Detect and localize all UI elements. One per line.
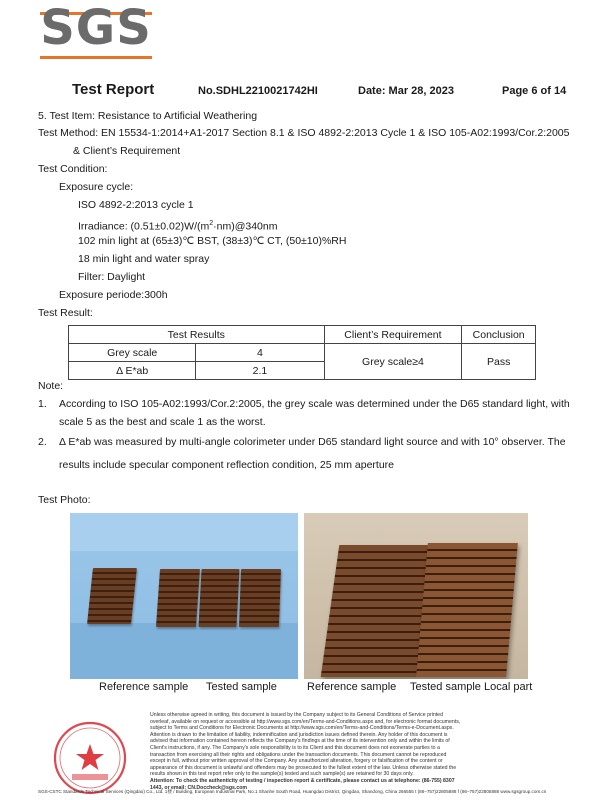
results-table — [68, 325, 536, 380]
photo-reference-and-tested — [70, 513, 298, 679]
report-number: No.SDHL2210021742HI — [198, 85, 318, 97]
company-seal-stamp — [52, 720, 128, 796]
irradiance-suffix: ·nm)@340nm — [213, 220, 278, 233]
table-row — [69, 344, 536, 362]
footer-line: Attention is drawn to the limitation of liability, indemnification and jurisdiction issues defined therein. Any holder of this document is — [150, 731, 448, 738]
photo-table-surface — [70, 623, 298, 679]
row1-label: Grey scale — [69, 344, 196, 362]
header-test-results: Test Results — [69, 326, 325, 344]
exposure-cycle-label: Exposure cycle: — [59, 181, 134, 193]
footer-line: Unless otherwise agreed in writing, this document is issued by the Company subject to its General Conditions of Service printed — [150, 712, 443, 718]
footer-line: appearance of this document is unlawful and offenders may be prosecuted to the fullest extent of the law. Unless otherwise stated the — [150, 764, 457, 771]
irradiance-prefix: Irradiance: (0.51±0.02)W/(m — [78, 220, 210, 233]
conclusion-value: Pass — [462, 344, 536, 380]
footer-line: advised that information contained hereon reflects the Company's findings at the time of its intervention only and within the limits of — [150, 738, 450, 745]
spray-text: 18 min light and water spray — [78, 253, 210, 265]
exposure-period: Exposure periode:300h — [59, 289, 168, 301]
caption-right-tested: Tested sample Local part — [410, 681, 533, 693]
footer-line: results shown in this test report refer only to the sample(s) tested and such sample(s) are retained for 30 days only. — [150, 771, 414, 778]
footer-address: SGS-CSTC Standards Technical Services (Qingdao) Co., Ltd. 1楼 / Building, European Industrial Park, No.1 Shanhe South Road, Huangdao District, Qingdao, Shandong, China 266555 t (86–757)22805888 f (86–757)22805888 www.sgsgroup.com.cn — [38, 789, 547, 794]
tested-board-3 — [239, 569, 281, 627]
irradiance-text — [78, 217, 277, 234]
caption-left-reference: Reference sample — [99, 681, 189, 693]
note2-line1: Δ E*ab was measured by multi-angle colorimeter under D65 standard light source and with 10° observer. The — [59, 436, 566, 448]
report-date: Date: Mar 28, 2023 — [358, 85, 454, 97]
note1-line2: scale 5 as the best and scale 1 as the worst. — [59, 416, 266, 428]
footer-line: transaction from exercising all their rights and obligations under the transaction documents. This document cannot be reproduced — [150, 751, 447, 758]
caption-right-reference: Reference sample — [307, 681, 397, 693]
footer-line: Client's instructions, if any. The Company's sole responsibility is to its Client and this document does not exonerate parties to a — [150, 745, 440, 751]
test-result-label: Test Result: — [38, 307, 93, 319]
filter-text: Filter: Daylight — [78, 271, 146, 283]
page-number: Page 6 of 14 — [502, 85, 567, 97]
logo-bar-bottom — [40, 56, 152, 59]
note-label: Note: — [38, 380, 64, 392]
note2-line2: results include specular component reflection condition, 25 mm aperture — [59, 459, 395, 471]
header-client-requirement: Client’s Requirement — [324, 326, 462, 344]
test-method-line2: & Client’s Requirement — [73, 145, 181, 157]
row2-label: Δ E*ab — [69, 362, 196, 380]
footer-line: Attention: To check the authenticity of testing / inspection report & certificate, please contact us at telephone: (86-755) 8307 — [150, 778, 455, 784]
reference-board — [87, 568, 137, 624]
requirement-value: Grey scale≥4 — [324, 344, 462, 380]
test-method-line1: Test Method: EN 15534-1:2014+A1-2017 Section 8.1 & ISO 4892-2:2013 Cycle 1 & ISO 105-A02:1993/Cor.2:2005 — [38, 127, 570, 139]
footer-line: overleaf, available on request or accessible at http://www.sgs.com/en/Terms-and-Conditions.aspx and, for electronic format documents, — [150, 718, 461, 725]
cycle-text: ISO 4892-2:2013 cycle 1 — [78, 199, 194, 211]
sgs-logo — [40, 0, 152, 66]
light-text: 102 min light at (65±3)℃ BST, (38±3)℃ CT, (50±10)%RH — [78, 235, 347, 247]
footer-line: except in full, without prior written approval of the Company. Any unauthorized alteration, forgery or falsification of the content or — [150, 758, 443, 765]
row2-value: 2.1 — [196, 362, 324, 380]
photo-local-part — [304, 513, 528, 679]
note1-number: 1. — [38, 398, 47, 410]
report-title: Test Report — [72, 81, 155, 98]
header-conclusion: Conclusion — [462, 326, 536, 344]
test-photo-label: Test Photo: — [38, 494, 91, 506]
note2-number: 2. — [38, 436, 47, 448]
irradiance-sup: 2 — [209, 220, 214, 227]
test-item: 5. Test Item: Resistance to Artificial Weathering — [38, 110, 258, 122]
footer-line: subject to Terms and Conditions for Electronic Documents at http://www.sgs.com/en/Terms-and-Conditions/Terms-e-Document.aspx. — [150, 725, 454, 732]
row1-value: 4 — [196, 344, 324, 362]
table-header-row — [69, 326, 536, 344]
logo-text: SGS — [40, 0, 152, 56]
footer-line: 1443, or email: CN.Doccheck@sgs.com — [150, 784, 248, 791]
tested-board-closeup — [416, 543, 518, 677]
photo-wall — [70, 513, 298, 551]
note1-line1: According to ISO 105-A02:1993/Cor.2:2005, the grey scale was determined under the D65 standard light, with — [59, 398, 570, 410]
tested-board-1 — [156, 569, 200, 627]
caption-left-tested: Tested sample — [206, 681, 277, 693]
test-condition-label: Test Condition: — [38, 163, 108, 175]
tested-board-2 — [198, 569, 239, 627]
